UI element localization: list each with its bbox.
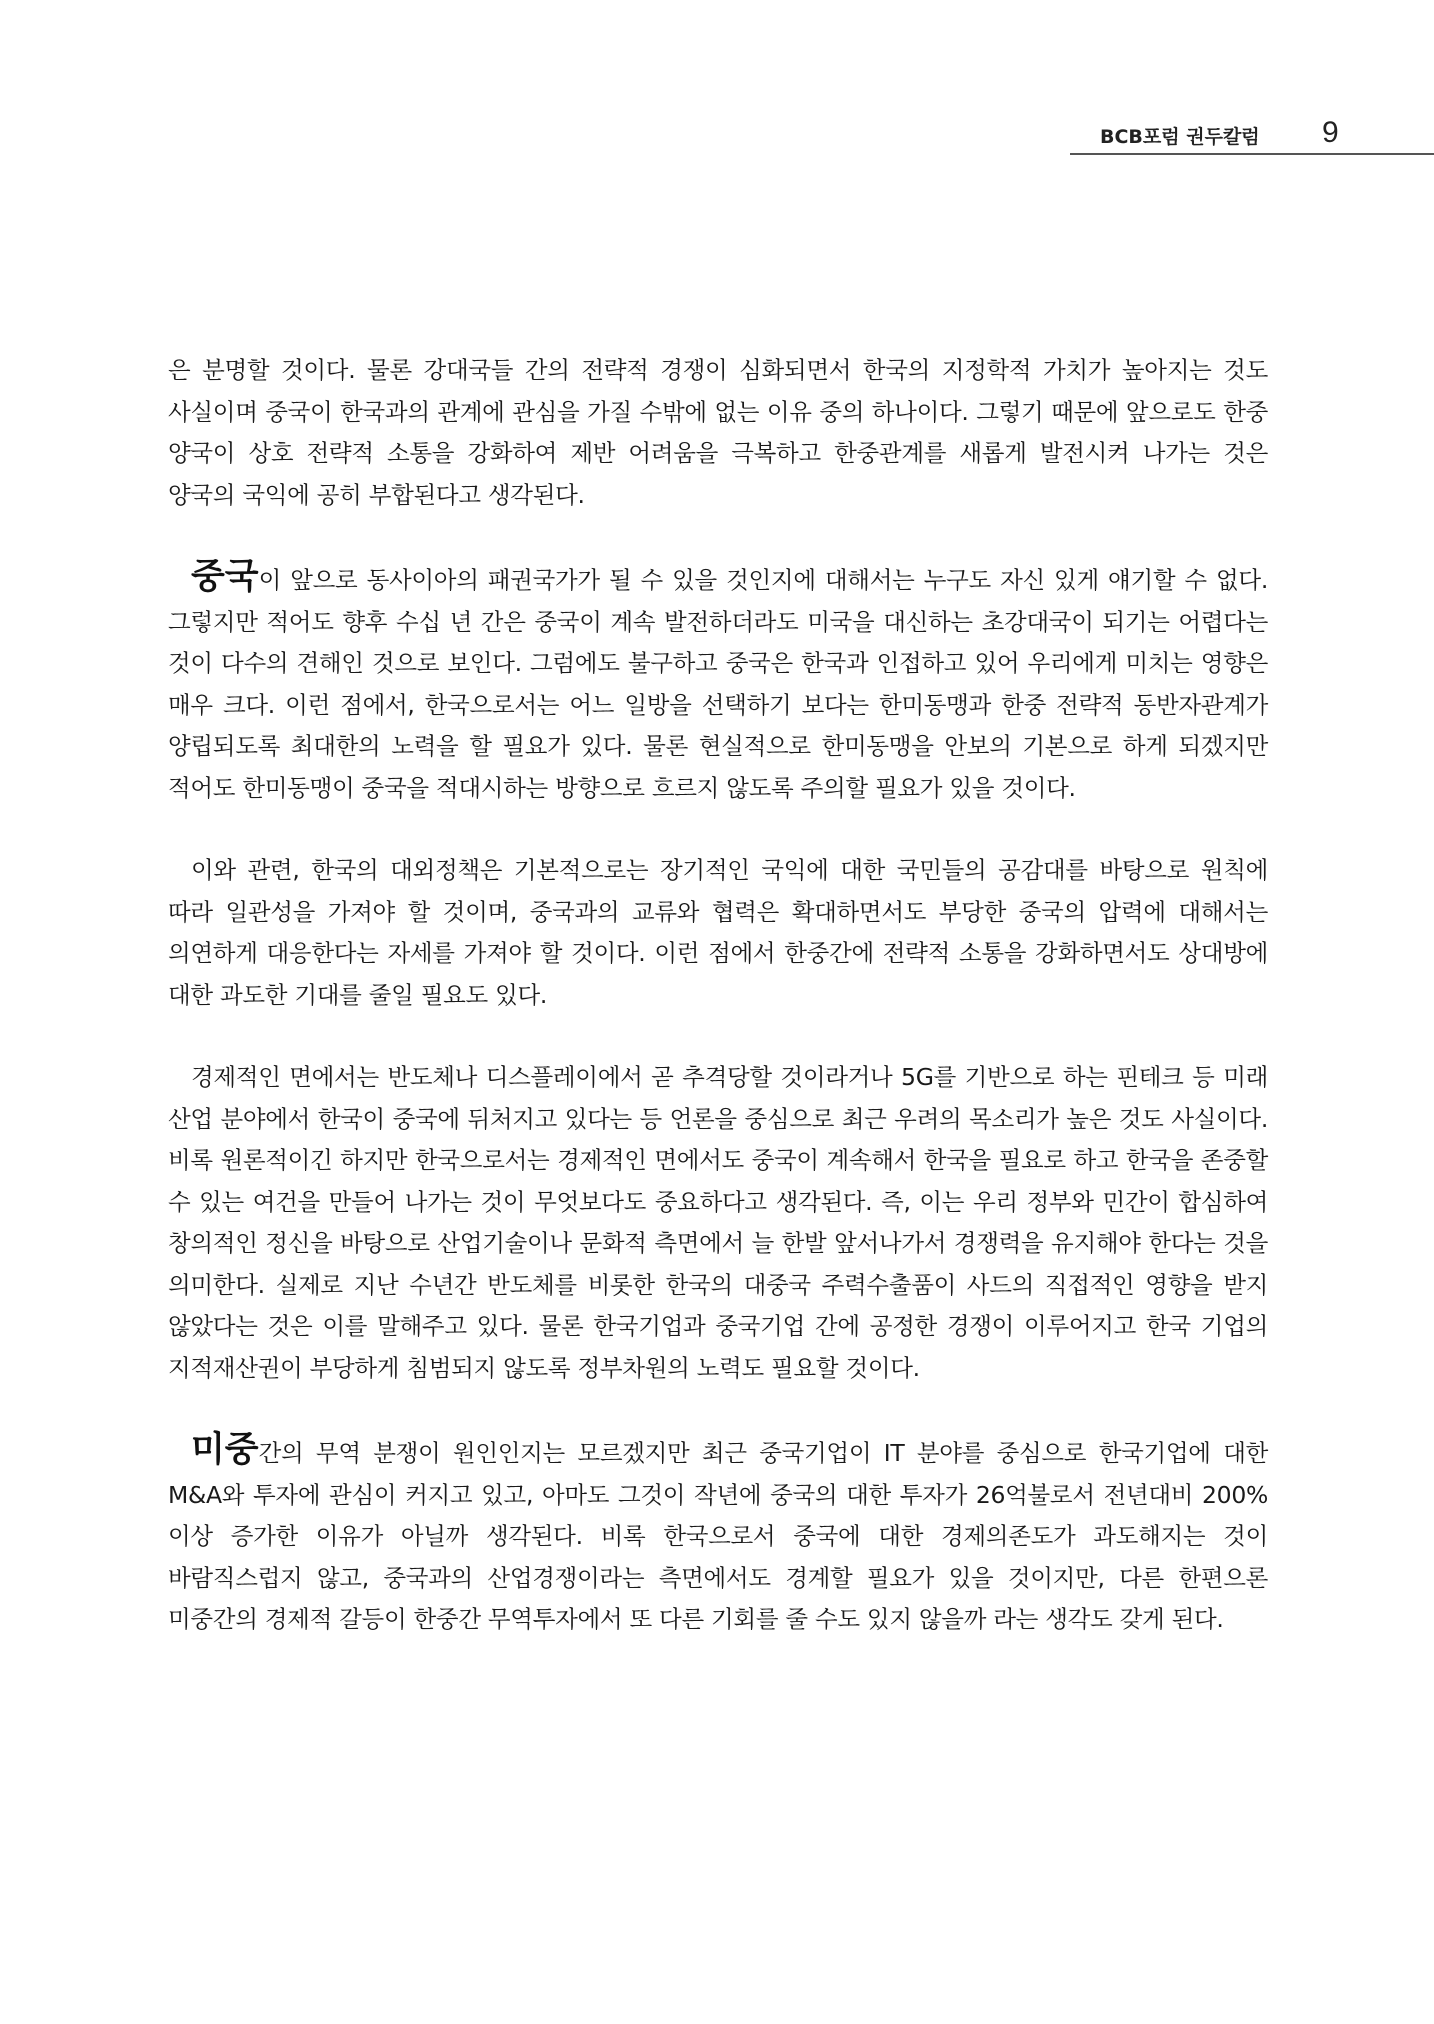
paragraph-1-text: 은 분명할 것이다. 물론 강대국들 간의 전략적 경쟁이 심화되면서 한국의 지정학적 가치가 높아지는 것도 사실이며 중국이 한국과의 관계에 관심을 가질 수밖에 없는 이유 중의 하나이다. 그렇기 때문에 앞으로도 한중 양국이 상호 전략적 소통을 강화하여 제반 어려움을 극복하고 한중관계를 새롭게 발전시켜 나가는 것은 양국의 국익에 공히 부합된다고 생각된다. <box>168 356 1268 509</box>
paragraph-3 <box>168 850 1268 1016</box>
paragraph-1 <box>168 350 1268 516</box>
article-body <box>168 350 1268 1641</box>
paragraph-4 <box>168 1057 1268 1389</box>
header-title: BCB포럼 권두칼럼 <box>1100 126 1260 148</box>
paragraph-2 <box>168 557 1268 809</box>
page-number: 9 <box>1322 116 1339 149</box>
paragraph-3-text: 이와 관련, 한국의 대외정책은 기본적으로는 장기적인 국익에 대한 국민들의 공감대를 바탕으로 원칙에 따라 일관성을 가져야 할 것이며, 중국과의 교류와 협력은 확대하면서도 부당한 중국의 압력에 대해서는 의연하게 대응한다는 자세를 가져야 할 것이다. 이런 점에서 한중간에 전략적 소통을 강화하면서도 상대방에 대한 과도한 기대를 줄일 필요도 있다. <box>168 856 1268 1009</box>
paragraph-5-lead: 미중 <box>191 1430 259 1470</box>
running-header <box>1070 118 1434 158</box>
paragraph-5-text: 간의 무역 분쟁이 원인인지는 모르겠지만 최근 중국기업이 IT 분야를 중심으로 한국기업에 대한 M&A와 투자에 관심이 커지고 있고, 아마도 그것이 작년에 중국의 대한 투자가 26억불로서 전년대비 200% 이상 증가한 이유가 아닐까 생각된다. 비록 한국으로서 중국에 대한 경제의존도가 과도해지는 것이 바람직스럽지 않고, 중국과의 산업경쟁이라는 측면에서도 경계할 필요가 있을 것이지만, 다른 한편으론 미중간의 경제적 갈등이 한중간 무역투자에서 또 다른 기회를 줄 수도 있지 않을까 라는 생각도 갖게 된다. <box>168 1439 1268 1633</box>
header-rule <box>1070 153 1434 155</box>
paragraph-2-text: 이 앞으로 동사이아의 패권국가가 될 수 있을 것인지에 대해서는 누구도 자신 있게 얘기할 수 없다. 그렇지만 적어도 향후 수십 년 간은 중국이 계속 발전하더라도 미국을 대신하는 초강대국이 되기는 어렵다는 것이 다수의 견해인 것으로 보인다. 그럼에도 불구하고 중국은 한국과 인접하고 있어 우리에게 미치는 영향은 매우 크다. 이런 점에서, 한국으로서는 어느 일방을 선택하기 보다는 한미동맹과 한중 전략적 동반자관계가 양립되도록 최대한의 노력을 할 필요가 있다. 물론 현실적으로 한미동맹을 안보의 기본으로 하게 되겠지만 적어도 한미동맹이 중국을 적대시하는 방향으로 흐르지 않도록 주의할 필요가 있을 것이다. <box>168 566 1268 802</box>
paragraph-2-lead: 중국 <box>191 557 259 597</box>
paragraph-5 <box>168 1430 1268 1641</box>
paragraph-4-text: 경제적인 면에서는 반도체나 디스플레이에서 곧 추격당할 것이라거나 5G를 기반으로 하는 핀테크 등 미래 산업 분야에서 한국이 중국에 뒤처지고 있다는 등 언론을 중심으로 최근 우려의 목소리가 높은 것도 사실이다. 비록 원론적이긴 하지만 한국으로서는 경제적인 면에서도 중국이 계속해서 한국을 필요로 하고 한국을 존중할 수 있는 여건을 만들어 나가는 것이 무엇보다도 중요하다고 생각된다. 즉, 이는 우리 정부와 민간이 합심하여 창의적인 정신을 바탕으로 산업기술이나 문화적 측면에서 늘 한발 앞서나가서 경쟁력을 유지해야 한다는 것을 의미한다. 실제로 지난 수년간 반도체를 비롯한 한국의 대중국 주력수출품이 사드의 직접적인 영향을 받지 않았다는 것은 이를 말해주고 있다. 물론 한국기업과 중국기업 간에 공정한 경쟁이 이루어지고 한국 기업의 지적재산권이 부당하게 침범되지 않도록 정부차원의 노력도 필요할 것이다. <box>168 1063 1268 1382</box>
